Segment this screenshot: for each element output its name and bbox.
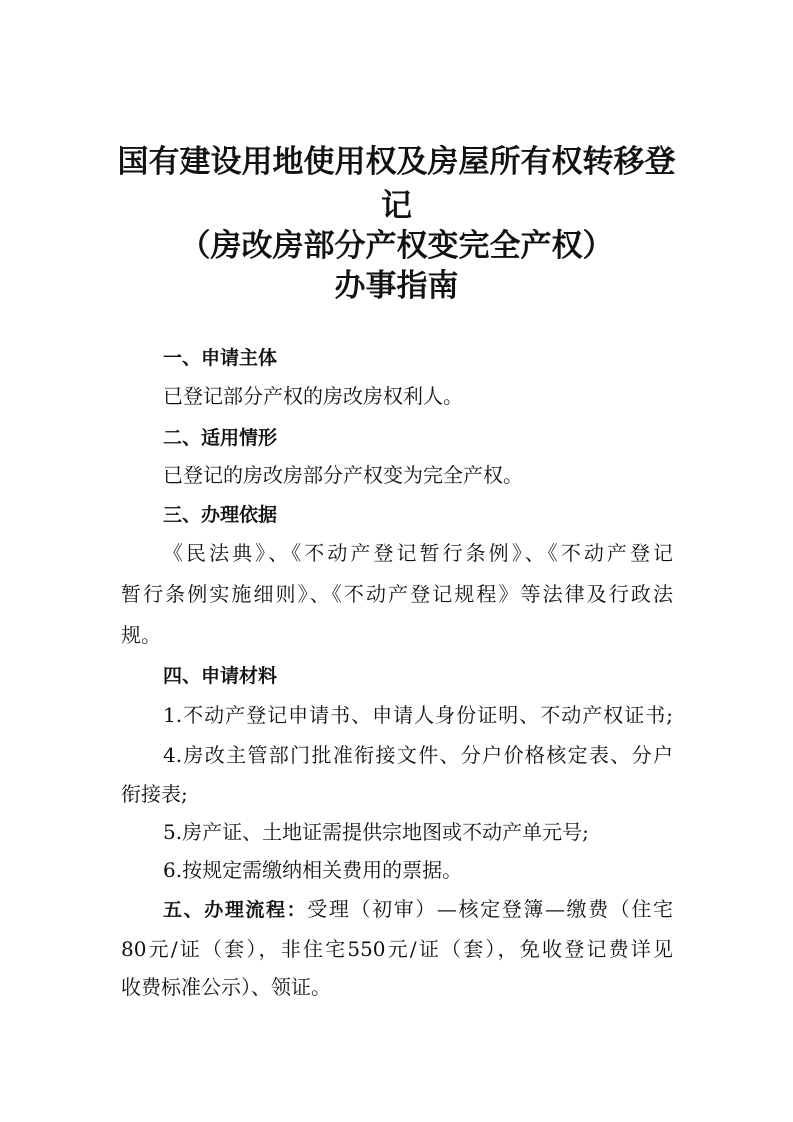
document-title-line-1: 国有建设用地使用权及房屋所有权转移登 [117, 144, 676, 180]
materials-item-6: 6.按规定需缴纳相关费用的票据。 [163, 858, 463, 882]
section-process-line-1 [163, 895, 673, 924]
section-heading-basis: 三、办理依据 [163, 504, 278, 526]
materials-item-4-line-2: 衔接表; [121, 782, 188, 806]
materials-item-1: 1.不动产登记申请书、申请人身份证明、不动产权证书; [163, 703, 673, 727]
section-heading-materials: 四、申请材料 [163, 665, 278, 687]
materials-item-5: 5.房产证、土地证需提供宗地图或不动产单元号; [163, 820, 589, 844]
section-process-line-2: 80元/证（套），非住宅550元/证（套），免收登记费详见 [121, 937, 673, 961]
document-title-line-2: 记 [381, 188, 412, 224]
section-process-line-3: 收费标准公示）、领证。 [121, 975, 331, 999]
section-heading-process: 五、办理流程： [163, 899, 308, 921]
section-body-basis-line-2: 暂行条例实施细则》、《不动产登记规程》等法律及行政法 [121, 582, 673, 606]
section-heading-scope: 二、适用情形 [163, 427, 278, 449]
process-text-line-1: 受理（初审）—核定登簿—缴费（住宅 [307, 897, 673, 921]
document-subtitle: （房改房部分产权变完全产权） [179, 228, 614, 264]
materials-item-4-line-1: 4.房改主管部门批准衔接文件、分户价格核定表、分户 [163, 743, 673, 767]
section-heading-applicant: 一、申请主体 [163, 347, 278, 369]
section-body-basis-line-1: 《民法典》、《不动产登记暂行条例》、《不动产登记 [163, 541, 673, 565]
section-body-basis-line-3: 规。 [121, 623, 161, 647]
section-body-scope: 已登记的房改房部分产权变为完全产权。 [163, 463, 523, 487]
section-body-applicant: 已登记部分产权的房改房权利人。 [163, 384, 463, 408]
document-title-guide: 办事指南 [334, 268, 459, 304]
